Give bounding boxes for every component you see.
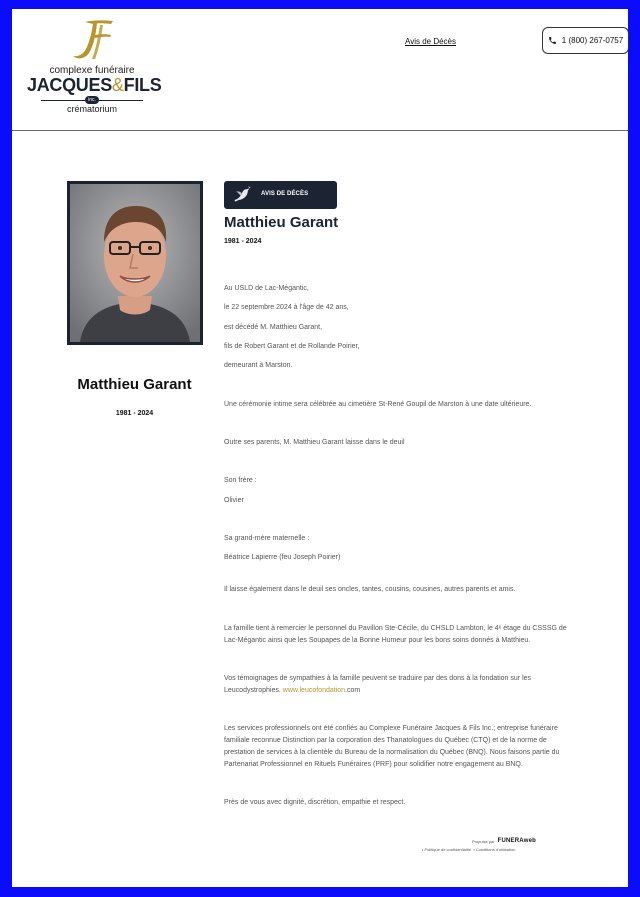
phone-number: 1 (800) 267-0757 xyxy=(561,36,624,45)
obituary-line: Sa grand-mère maternelle : xyxy=(224,535,310,542)
logo-tagline: crématorium xyxy=(66,104,117,114)
obituary-line: Olivier xyxy=(224,497,244,504)
privacy-link[interactable]: Politique de confidentialité xyxy=(424,847,471,852)
phone-button[interactable] xyxy=(542,27,629,54)
obituary-line: demeurant à Marston. xyxy=(224,362,293,369)
obituary-badge xyxy=(224,181,337,209)
terms-link[interactable]: Conditions d'utilisation xyxy=(475,847,516,852)
logo-name xyxy=(27,75,162,96)
obituary-line: Près de vous avec dignité, discrétion, empathie et respect. xyxy=(224,799,406,806)
obituary-line: Béatrice Lapierre (feu Joseph Poirier) xyxy=(224,554,341,561)
logo-badge: inc. xyxy=(85,96,99,104)
phone-icon xyxy=(548,36,557,45)
obituary-line: Outre ses parents, M. Matthieu Garant laisse dans le deuil xyxy=(224,439,405,446)
obituary-paragraph: Les services professionnels ont été confiés au Complexe Funéraire Jacques & Fils Inc.; entreprise funéraire familiale reconnue Distinction par la corporation des Thanatologues du Québec (CTQ) et de la norme de prestation de services à la clientèle du Bureau de la normalisation du Québec (BNQ). Nous faisons partie du Partenariat Professionnel en Rituels Funéraires (PRF) pour solidifier notre engagement au BNQ. xyxy=(224,725,560,768)
donation-text: Vos témoignages de sympathies à la famille peuvent se traduire par des dons à la fondation sur les Leucodystrophies. xyxy=(224,675,532,694)
obituary-line: Au USLD de Lac-Mégantic, xyxy=(224,285,309,292)
funeraweb-logo: FUNERAweb xyxy=(497,838,536,844)
monogram-jf-icon xyxy=(67,19,117,63)
obituary-line: fils de Robert Garant et de Rollande Poirier, xyxy=(224,343,360,350)
obituary-line: le 22 septembre 2024 à l'âge de 42 ans, xyxy=(224,304,349,311)
footer-links: • Politique de confidentialité • Conditions d'utilisation xyxy=(422,847,516,852)
obituary-paragraph xyxy=(224,673,569,697)
obituary-paragraph: La famille tient à remercier le personnel du Pavillon Ste-Cécile, du CHSLD Lambton, le 4ᵉ étage du CSSSG de Lac-Mégantic ainsi que les Soupapes de la Bonne Humeur pour les bons soins donnés à Matthieu. xyxy=(224,625,567,644)
powered-by-label: Propulsé par xyxy=(471,838,495,844)
nav-link-avis-de-deces[interactable]: Avis de Décès xyxy=(405,37,456,46)
sidebar-years: 1981 - 2024 xyxy=(115,410,154,417)
page xyxy=(12,9,628,887)
badge-label: AVIS DE DÉCÈS xyxy=(261,191,309,197)
obituary-line: Une cérémonie intime sera célébrée au cimetière St-René Goupil de Marston à une date ultérieure. xyxy=(224,401,532,408)
logo-name-end: FILS xyxy=(123,75,162,95)
portrait-image xyxy=(70,184,200,342)
logo-ampersand: & xyxy=(111,75,124,95)
obituary-line: Son frère : xyxy=(224,477,257,484)
logo[interactable] xyxy=(27,19,162,119)
deceased-name: Matthieu Garant xyxy=(224,214,339,231)
dove-icon xyxy=(232,185,252,205)
logo-subtitle: complexe funéraire xyxy=(49,65,135,76)
powered-by[interactable] xyxy=(464,838,536,844)
leucofondation-link[interactable]: www.leucofondation xyxy=(282,687,346,694)
obituary-line: est décédé M. Matthieu Garant, xyxy=(224,324,323,331)
obituary-line: Il laisse également dans le deuil ses oncles, tantes, cousins, cousines, autres parents et amis. xyxy=(224,586,516,593)
logo-name-main: JACQUES xyxy=(27,75,112,95)
donation-link-suffix: .com xyxy=(345,687,361,694)
site-header xyxy=(12,9,628,131)
deceased-years: 1981 - 2024 xyxy=(224,238,262,245)
sidebar-name: Matthieu Garant xyxy=(77,376,192,393)
deceased-photo xyxy=(67,181,203,345)
